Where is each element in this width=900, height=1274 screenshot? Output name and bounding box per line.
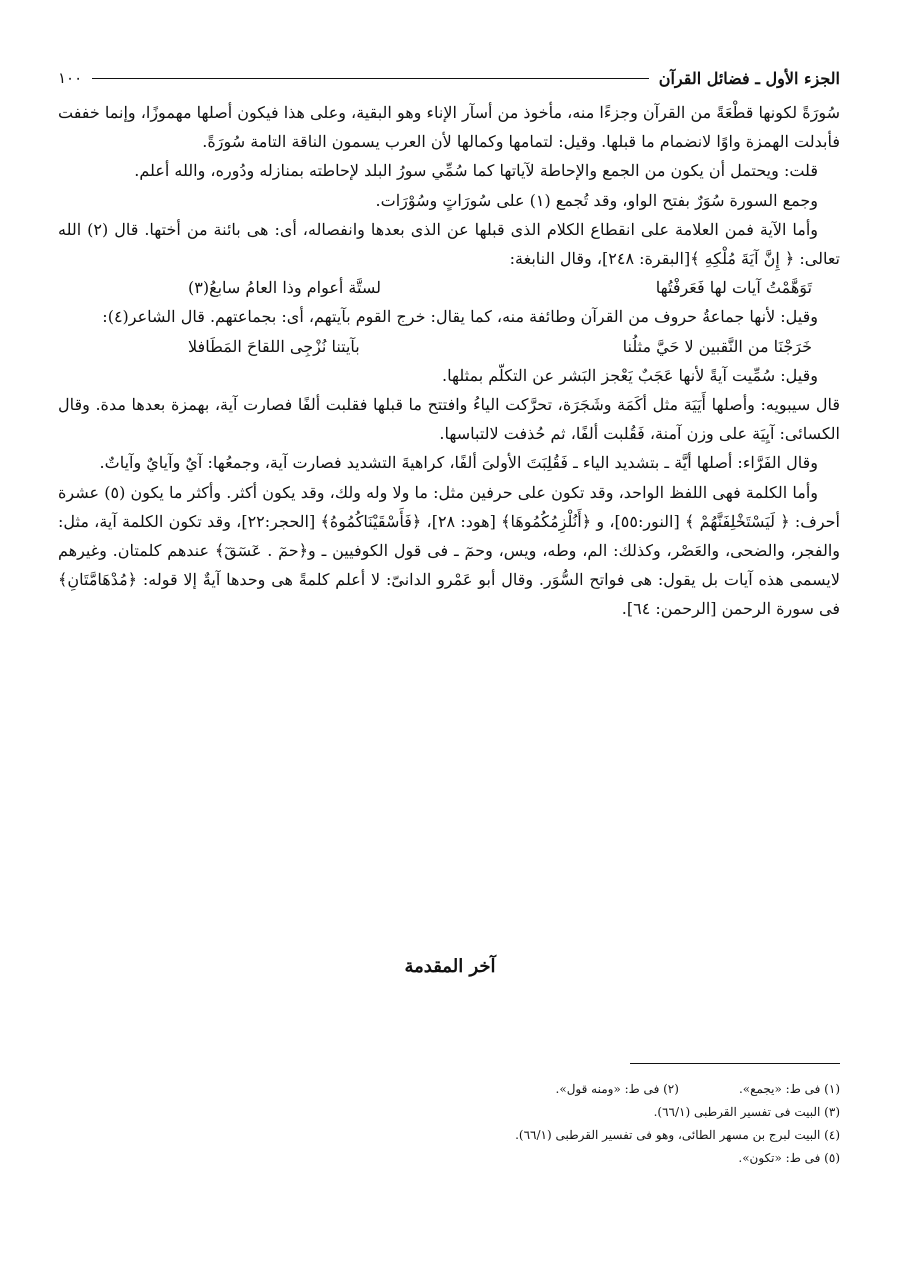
footnote-separator — [630, 1063, 840, 1064]
footnote-4: (٤) البيت لبرج بن مسهر الطائى، وهو فى تفسير القرطبى (٦٦/١). — [515, 1128, 840, 1142]
footnote-1: (١) فى ط: «يجمع». — [738, 1082, 840, 1096]
verse-second-hemistich: لستَّة أعوام وذا العامُ سابعُ(٣) — [188, 278, 381, 298]
paragraph-sura-etymology: سُورَةً لكونها قطْعَةً من القرآن وجزءًا منه، مأخوذ من أسآر الإناء وهو البقية، وعلى هذا فيكون أصلها مهموزًا، وإنما خففت فأبدلت الهمزة واوًا لانضمام ما قبلها. وقيل: لتمامها وكمالها لأن العرب يسمون الناقة التامة سُورَةً. — [58, 103, 840, 152]
verse-poet — [58, 332, 840, 361]
footnote-line — [58, 1078, 840, 1101]
closing-title: آخر المقدمة — [404, 956, 496, 977]
footnote-3: (٣) البيت فى تفسير القرطبى (٦٦/١). — [653, 1105, 840, 1119]
main-text — [58, 98, 840, 624]
paragraph-kalima: وأما الكلمة فهى اللفظ الواحد، وقد تكون على حرفين مثل: ما ولا وله ولك، وقد يكون أكثر. وأكثر ما يكون (٥) عشرة أحرف: ﴿ لَيَسْتَخْلِفَنَّهُمْ ﴾ [النور:٥٥]، و ﴿أَنُلْزِمُكُمُوهَا﴾ [هود: ٢٨]، ﴿فَأَسْقَيْنَاكُمُوهُ﴾ [الحجر:٢٢]، وقد تكون الكلمة آية، مثل: والفجر، والضحى، والعَصْر، وكذلك: الم، وطه، ويس، وحمٓ ـ فى قول الكوفيين ـ و﴿حمٓ . عٓسٓقٓ﴾ عندهم كلمتان. وغيرهم لايسمى هذه آيات بل يقول: هى فواتح السُّوَر. وقال أبو عَمْرو الدانىّ: لا أعلم كلمةً هى وحدها آيةٌ إلا قوله: ﴿مُدْهَامَّتَانِ﴾ فى سورة الرحمن [الرحمن: ٦٤]. — [58, 482, 840, 619]
page-number: ١٠٠ — [58, 69, 83, 87]
paragraph-aya-definition: وأما الآية فمن العلامة على انقطاع الكلام الذى قبلها عن الذى بعدها وانفصاله، أى: هى بائنة من أختها. قال (٢) الله تعالى: ﴿ إِنَّ آيَةَ مُلْكِهِ ﴾[البقرة: ٢٤٨]، وقال النابغة: — [58, 219, 840, 269]
paragraph-sibawayh: قال سيبويه: وأصلها أَيَيَة مثل أكَمَة وشَجَرَة، تحرَّكت الياءُ وافتتح ما قبلها فقلبت ألفًا فصارت آية، بهمزة بعدها مدة. وقال الكسائى: آيِيَة على وزن آمنة، فَقُلبت ألفًا، ثم حُذفت لالتباسها. — [58, 395, 840, 444]
verse-first-hemistich: خَرَجْنَا من النَّقبين لا حَيَّ مثلُنا — [622, 336, 812, 356]
running-header — [58, 62, 840, 94]
running-title: الجزء الأول ـ فضائل القرآن — [658, 68, 840, 88]
footnote-line — [58, 1147, 840, 1170]
verse-first-hemistich: تَوَهَّمْتُ آيات لها فَعَرفْتُها — [655, 278, 812, 298]
paragraph-aya-wonder: وقيل: سُمِّيت آيةً لأنها عَجَبٌ يَعْجز البَشر عن التكلّم بمثلها. — [442, 365, 818, 385]
header-rule — [92, 78, 649, 79]
footnote-line — [58, 1101, 840, 1124]
paragraph-aya-group: وقيل: لأنها جماعةُ حروف من القرآن وطائفة منه، كما يقال: خرج القوم بآيتهم، أى: بجماعتهم. قال الشاعر(٤): — [102, 307, 818, 327]
verse-nabigha — [58, 273, 840, 302]
footnotes — [58, 1078, 840, 1170]
paragraph-sura-plural: وجمع السورة سُوَرٌ بفتح الواو، وقد تُجمع (١) على سُورَاتٍ وسُوْرَات. — [375, 190, 818, 210]
paragraph-qultu: قلت: ويحتمل أن يكون من الجمع والإحاطة لآياتها كما سُمِّي سورُ البلد لإحاطته بمنازله ودُوره، والله أعلم. — [134, 161, 818, 181]
paragraph-farra: وقال الفَرَّاء: أصلها أيَّة ـ بتشديد الياء ـ فَقُلِبَتَ الأولىَ ألفًا، كراهيةَ التشديد فصارت آية، وجمعُها: آيٌ وآيايٌ وآياتٌ. — [99, 453, 818, 473]
verse-second-hemistich: بآيتنا نُزْجِى اللقاحَ المَطَافلا — [188, 336, 360, 356]
footnote-line — [58, 1124, 840, 1147]
footnote-5: (٥) فى ط: «تكون». — [738, 1151, 840, 1165]
footnote-2: (٢) فى ط: «ومنه قول». — [555, 1082, 679, 1096]
